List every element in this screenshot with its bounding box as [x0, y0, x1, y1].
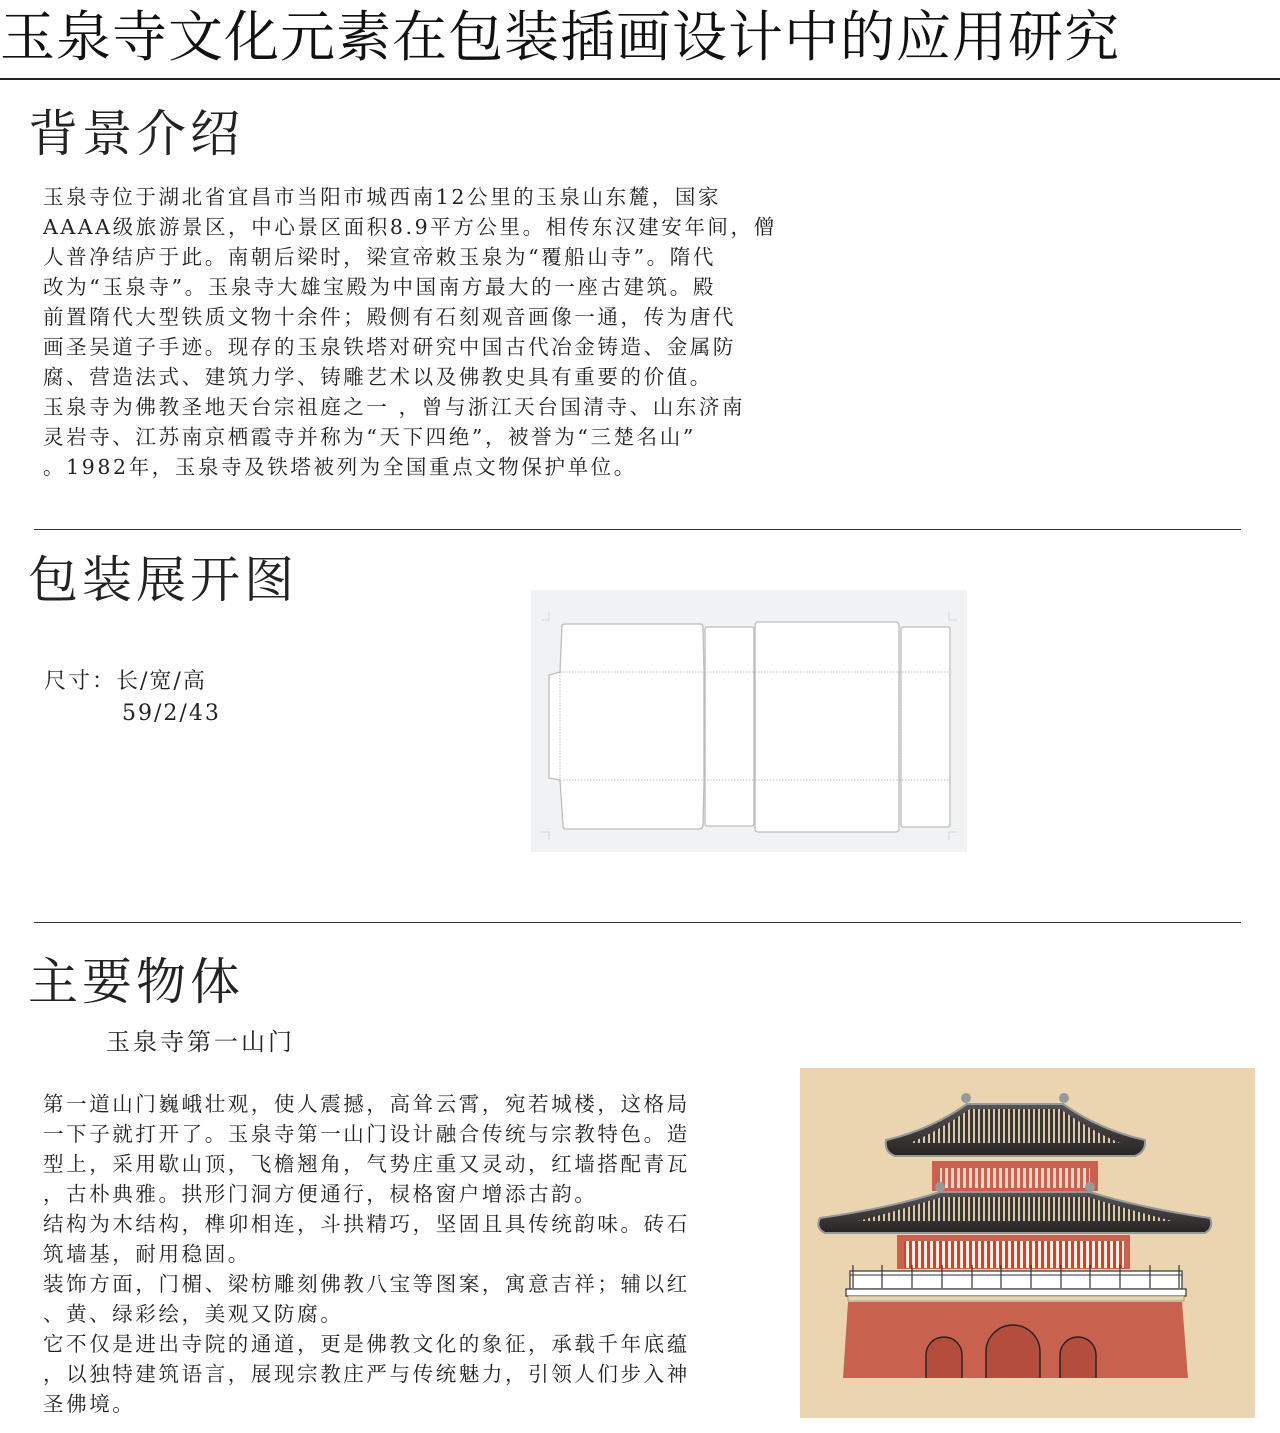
paragraph-line: ，以独特建筑语言，展现宗教庄严与传统魅力，引领人们步入神: [43, 1362, 690, 1386]
main-object-paragraph: [43, 1089, 690, 1419]
packaging-dieline: [531, 590, 967, 852]
paragraph-line: 玉泉寺为佛教圣地天台宗祖庭之一 ，曾与浙江天台国清寺、山东济南: [43, 395, 746, 419]
paragraph-line: ，古朴典雅。拱形门洞方便通行，棂格窗户增添古韵。: [43, 1182, 598, 1206]
paragraph-line: 画圣吴道子手迹。现存的玉泉铁塔对研究中国古代冶金铸造、金属防: [43, 335, 736, 359]
paragraph-line: 它不仅是进出寺院的通道，更是佛教文化的象征，承载千年底蕴: [43, 1332, 690, 1356]
paragraph-line: 第一道山门巍峨壮观，使人震撼，高耸云霄，宛若城楼，这格局: [43, 1092, 690, 1116]
paragraph-line: 一下子就打开了。玉泉寺第一山门设计融合传统与宗教特色。造: [43, 1122, 690, 1146]
paragraph-line: AAAA级旅游景区，中心景区面积8.9平方公里。相传东汉建安年间，僧: [43, 215, 777, 239]
dimensions-label: 尺寸：长/宽/高: [44, 669, 207, 694]
section-divider: [34, 529, 1241, 530]
title-divider: [0, 78, 1280, 80]
paragraph-line: 人普净结庐于此。南朝后梁时，梁宣帝敕玉泉为“覆船山寺”。隋代: [43, 245, 716, 269]
section-heading-background: 背景介绍: [28, 105, 244, 163]
section-heading-main-object: 主要物体: [28, 953, 244, 1011]
temple-gate-illustration: [800, 1068, 1255, 1418]
paragraph-line: 结构为木结构，榫卯相连，斗拱精巧，坚固且具传统韵味。砖石: [43, 1212, 690, 1236]
dimensions: [44, 666, 221, 730]
paragraph-line: 筑墙基，耐用稳固。: [43, 1242, 251, 1266]
object-subtitle: 玉泉寺第一山门: [106, 1028, 295, 1056]
paragraph-line: 、黄、绿彩绘，美观又防腐。: [43, 1302, 344, 1326]
paragraph-line: 前置隋代大型铁质文物十余件；殿侧有石刻观音画像一通，传为唐代: [43, 305, 736, 329]
paragraph-line: 。1982年，玉泉寺及铁塔被列为全国重点文物保护单位。: [43, 455, 637, 479]
page-title: 玉泉寺文化元素在包装插画设计中的应用研究: [0, 5, 1121, 69]
paragraph-line: 灵岩寺、江苏南京栖霞寺并称为“天下四绝”，被誉为“三楚名山”: [43, 425, 696, 449]
paragraph-line: 腐、营造法式、建筑力学、铸雕艺术以及佛教史具有重要的价值。: [43, 365, 713, 389]
paragraph-line: 改为“玉泉寺”。玉泉寺大雄宝殿为中国南方最大的一座古建筑。殿: [43, 275, 716, 299]
paragraph-line: 装饰方面，门楣、梁枋雕刻佛教八宝等图案，寓意吉祥；辅以红: [43, 1272, 690, 1296]
paragraph-line: 圣佛境。: [43, 1392, 136, 1416]
background-paragraph: [43, 182, 777, 482]
dimensions-value: 59/2/43: [122, 701, 221, 726]
paragraph-line: 型上，采用歇山顶，飞檐翘角，气势庄重又灵动，红墙搭配青瓦: [43, 1152, 690, 1176]
section-heading-packaging: 包装展开图: [28, 551, 298, 609]
paragraph-line: 玉泉寺位于湖北省宜昌市当阳市城西南12公里的玉泉山东麓，国家: [43, 185, 722, 209]
section-divider: [34, 922, 1241, 923]
